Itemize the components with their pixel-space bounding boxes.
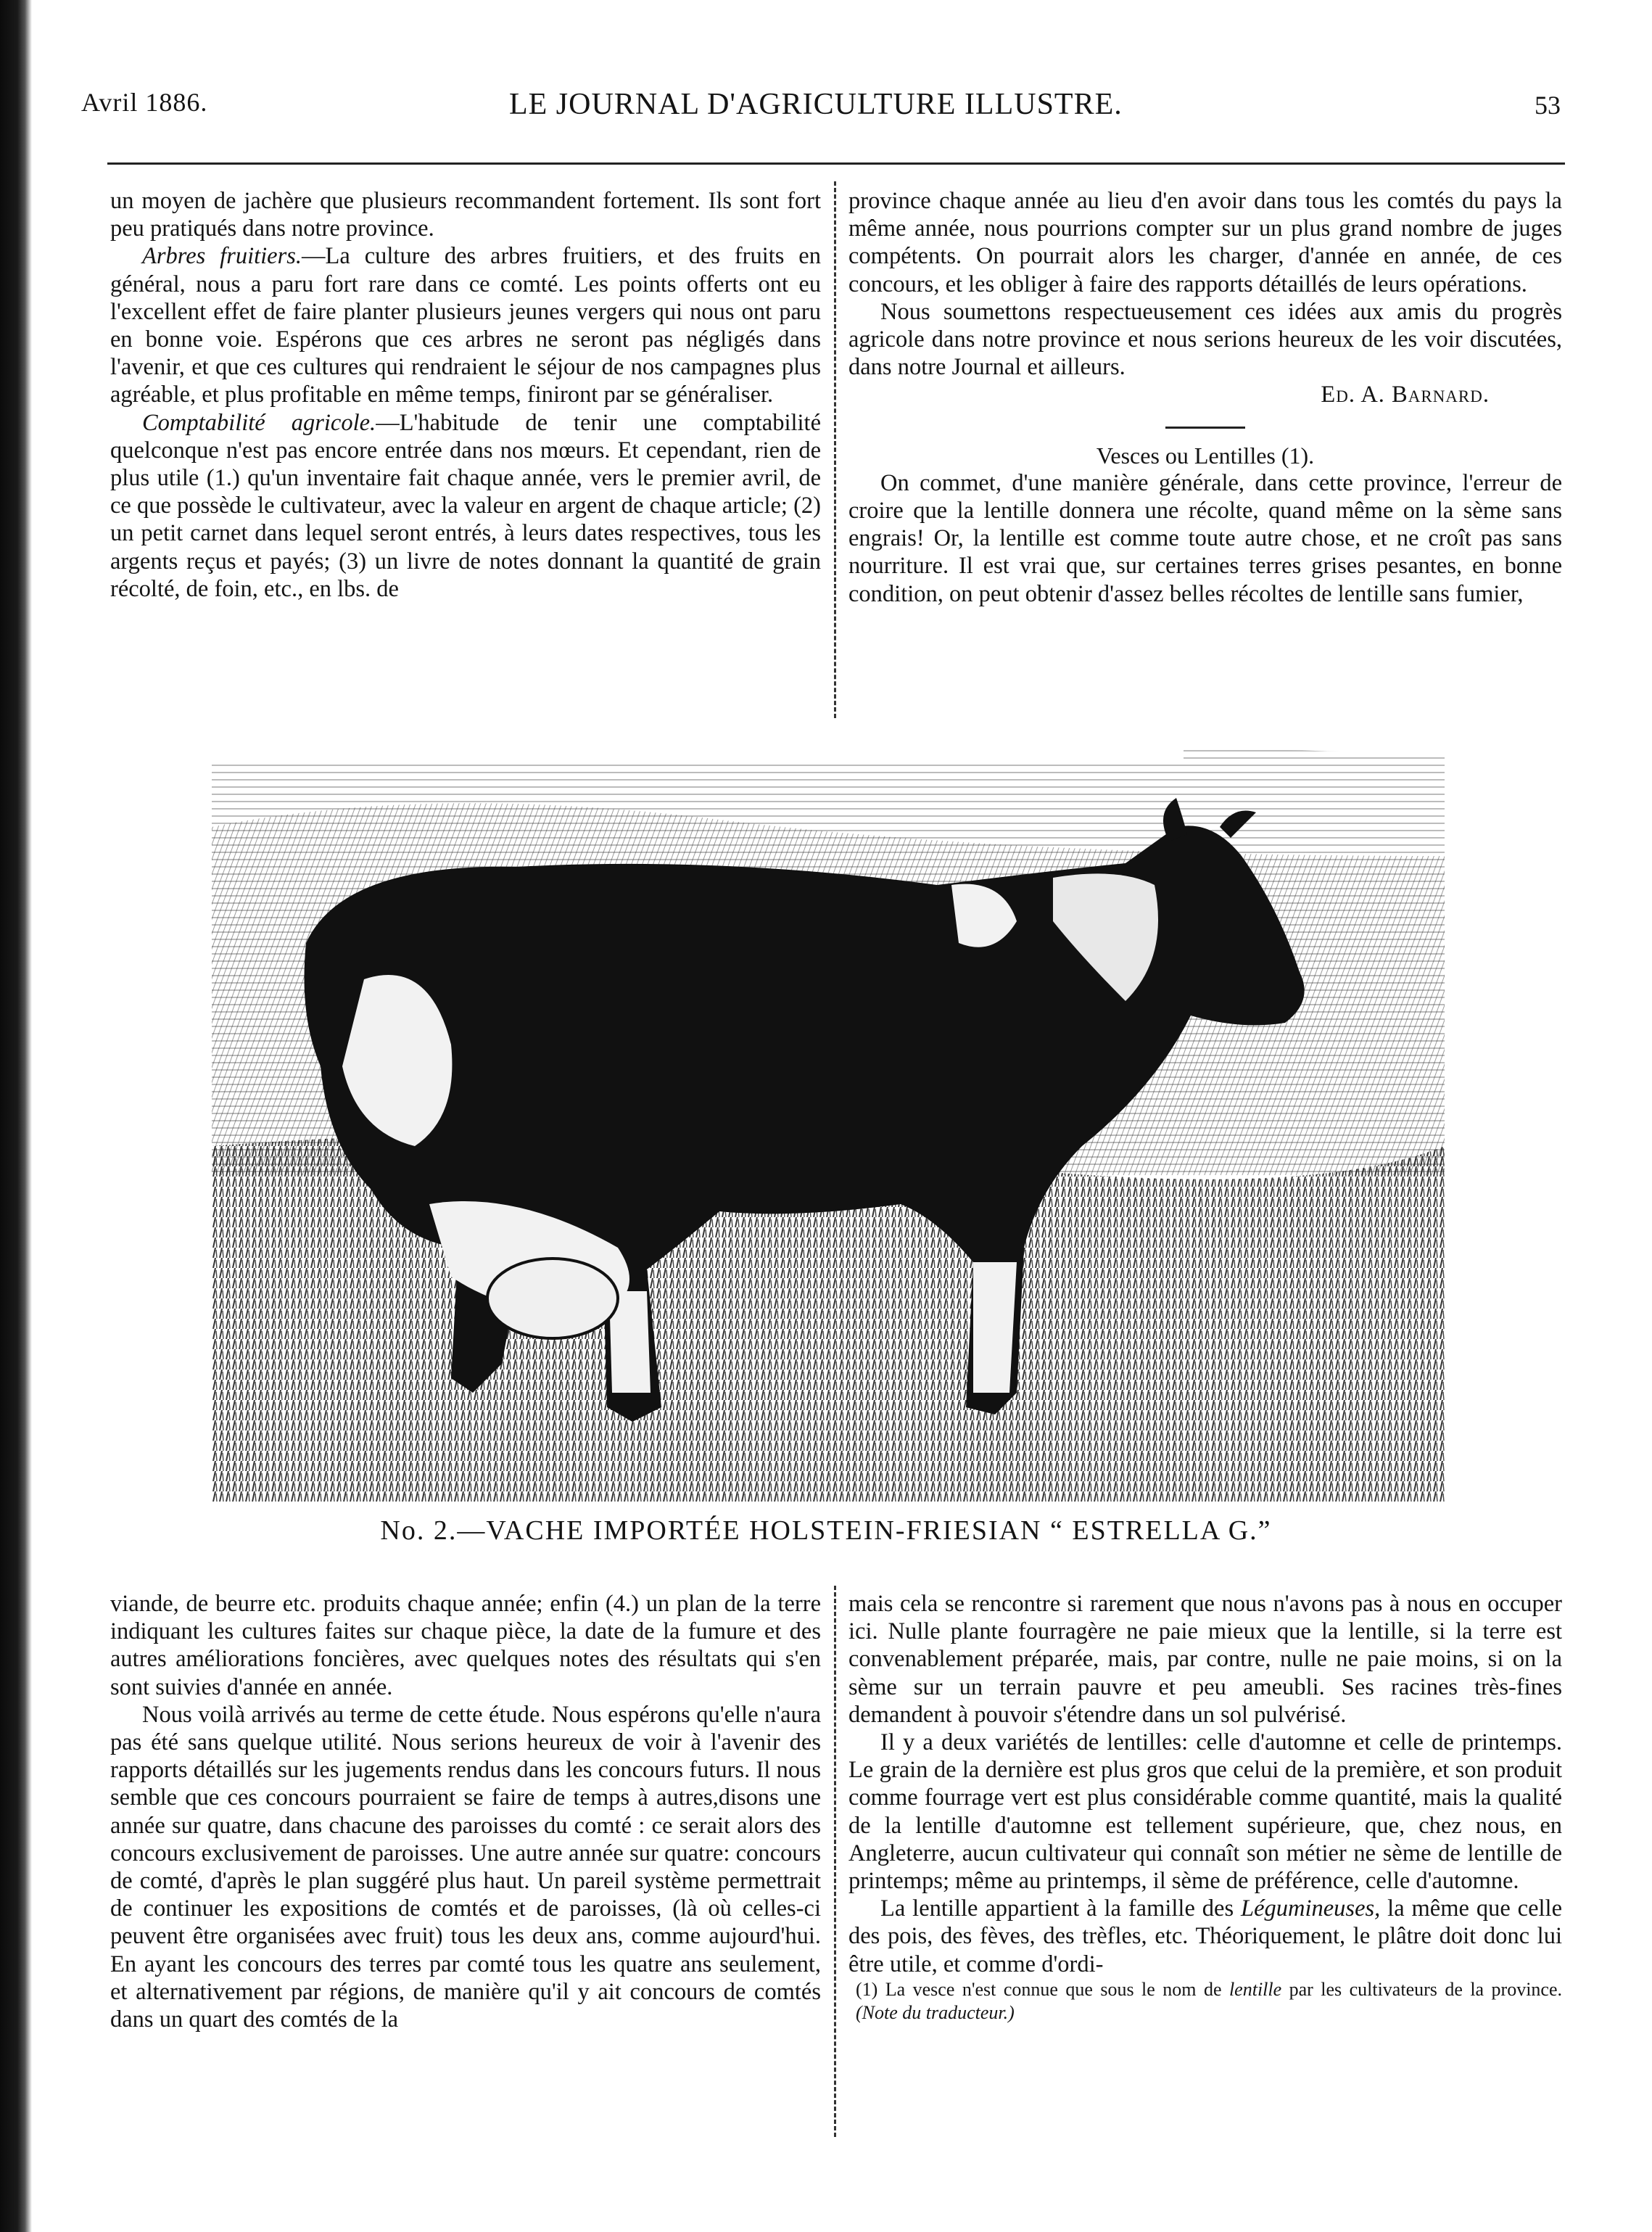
paragraph: On commet, d'une manière générale, dans cette province, l'erreur de croire que la lentille donnera une récolte, quand même on la sème sans engrais! Or, la lentille est comme toute autre chose, et ne croît pas sans nourriture. Il est vrai que, sur certaines terres grises pesantes, en bonne condition, on peut obtenir d'assez belles récoltes de lentille sans fumier, — [848, 469, 1562, 607]
author-signature: Ed. A. Barnard. — [1321, 382, 1490, 408]
paragraph-legumineuses — [848, 1895, 1562, 1978]
running-header — [81, 87, 1561, 131]
translator-note: (Note du traducteur.) — [856, 2001, 1015, 2023]
emphasis: lentille — [1228, 1978, 1282, 2000]
top-right-column — [848, 187, 1562, 709]
top-left-column — [110, 187, 821, 709]
text-run: par les cultivateurs de la province. — [1281, 1978, 1562, 2000]
paragraph: province chaque année au lieu d'en avoir dans tous les comtés du pays la même année, nous pourrions compter sur un plus grand nombre de juges compétents. On pourrait alors les charger, d'année en année, de ces concours, et les obliger à faire des rapports détaillés de leurs opérations. — [848, 188, 1562, 297]
page-number: 53 — [1535, 91, 1561, 120]
header-rule — [107, 162, 1565, 165]
paragraph-arbres-fruitiers — [110, 242, 821, 408]
paragraph: Nous voilà arrivés au terme de cette étude. Nous espérons qu'elle n'aura pas été sans quelque utilité. Nous serions heureux de voir à l'avenir des rapports détaillés sur les jugements rendus dans les concours futurs. Il nous semble que ces concours pourraient se faire de temps à autres,disons une année sur quatre, dans chacune des paroisses du comté : ce serait alors des concours exclusivement de paroisses. Une autre année sur quatre: concours de comté, d'après le plan suggéré plus haut. Un pareil système permettrait de continuer les expositions de comtés et de paroisses, (là où celles-ci peuvent être organisées avec fruit) tous les deux ans, comme aujourd'hui. En ayant les concours des terres par comté tous les quatre ans seulement, et alternativement par régions, de manière qu'il y ait concours de comtés dans un quart des comtés de la — [110, 1701, 821, 2033]
paragraph: Il y a deux variétés de lentilles: celle d'automne et celle de printemps. Le grain de la dernière est plus gros que celui de la première, et son produit comme fourrage vert est plus considérable comme quantité, mais la qualité de la lentille d'automne est tellement supérieure, que, chez nous, en Angleterre, aucun cultivateur qui connaît son métier ne sème de lentille de printemps; même au printemps, il sème de préférence, celle d'automne. — [848, 1729, 1562, 1895]
text-run: (1) La vesce n'est connue que sous le nom de — [856, 1978, 1229, 2000]
binding-edge — [0, 0, 32, 2232]
paragraph-text: —L'habitude de tenir une comptabilité quelconque n'est pas encore entrée dans nos mœurs. Et cependant, rien de plus utile (1.) qu'un inventaire fait chaque année, vers le premier avril, de ce que possède le cultivateur, avec la valeur en argent de chaque article; (2) un petit carnet dans lequel seront entrés, à leurs dates respectives, tous les argents reçus et payés; (3) un livre de notes donnant la quantité de grain récolté, de foin, etc., en lbs. de — [110, 409, 821, 602]
text-run: la même que celle des pois, des fèves, des trèfles, etc. Théoriquement, le plâtre doit donc lui être utile, et comme d'ordi- — [848, 1895, 1562, 1977]
bottom-left-column — [110, 1590, 821, 2141]
paragraph-heading: Arbres fruitiers. — [142, 243, 302, 270]
footnote — [848, 1978, 1562, 2025]
figure-caption: No. 2.—VACHE IMPORTÉE HOLSTEIN-FRIESIAN “ ESTRELLA G.” — [380, 1515, 1272, 1546]
paragraph-comptabilite — [110, 409, 821, 603]
paragraph: mais cela se rencontre si rarement que nous n'avons pas à nous en occuper ici. Nulle plante fourragère ne paie mieux que la lentille, si la terre est convenablement préparée, mais, par contre, nulle ne paie moins, si on la sème sur un terrain pauvre et peu ameubli. Ses racines très-fines demandent à pouvoir s'étendre dans un sol pulvérisé. — [848, 1591, 1562, 1728]
emphasis: Légumineuses, — [1241, 1895, 1381, 1922]
section-rule — [1165, 427, 1245, 429]
header-date: Avril 1886. — [81, 88, 208, 117]
text-run: La lentille appartient à la famille des — [880, 1895, 1241, 1922]
journal-title: LE JOURNAL D'AGRICULTURE ILLUSTRE. — [509, 88, 1123, 121]
column-divider — [834, 181, 838, 718]
bottom-right-column — [848, 1590, 1562, 2141]
column-divider — [834, 1586, 838, 2137]
paragraph: un moyen de jachère que plusieurs recommandent fortement. Ils sont fort peu pratiqués dans notre province. — [110, 188, 821, 242]
paragraph: Nous soumettons respectueusement ces idées aux amis du progrès agricole dans notre province et nous serions heureux de les voir discutées, dans notre Journal et ailleurs. — [848, 298, 1562, 381]
paragraph-heading: Comptabilité agricole. — [142, 409, 376, 436]
section-title: Vesces ou Lentilles (1). — [1096, 442, 1315, 469]
paragraph-text: —La culture des arbres fruitiers, et des fruits en général, nous a paru fort rare dans ce comté. Les points offerts ont eu l'excellent effet de faire planter plusieurs jeunes vergers qui nous ont paru en bonne voie. Espérons que ces arbres ne seront pas négligés dans l'avenir, et que ces cultures qui rendraient le séjour de nos campagnes plus agréable, et plus profitable en même temps, finiront par se généraliser. — [110, 243, 821, 408]
paragraph: viande, de beurre etc. produits chaque année; enfin (4.) un plan de la terre indiquant les cultures faites sur chaque pièce, la date de la fumure et des autres améliorations foncières, avec quelques notes des résultats qui s'en sont suivies d'année en année. — [110, 1591, 821, 1700]
cow-engraving — [212, 740, 1445, 1502]
